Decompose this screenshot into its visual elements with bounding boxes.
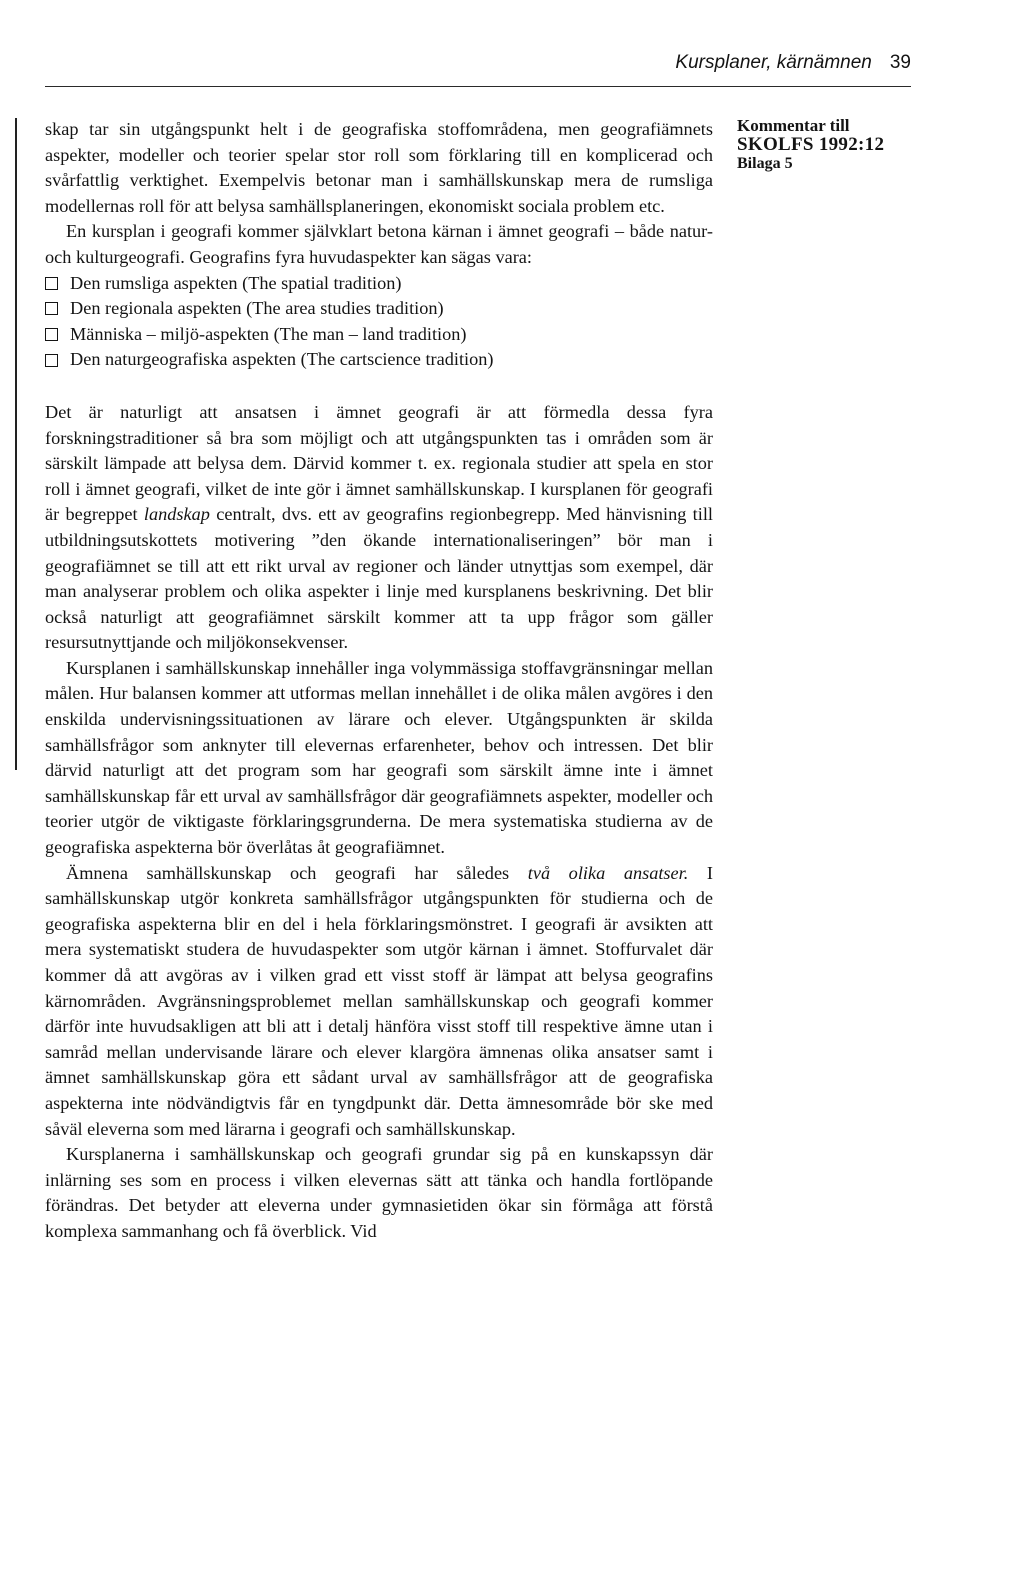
paragraph-5: [45, 861, 713, 1143]
list-item: [45, 296, 713, 322]
checkbox-square-icon: [45, 354, 58, 367]
page-number: 39: [889, 52, 911, 73]
checkbox-square-icon: [45, 328, 58, 341]
paragraph-5-emphasis: två olika ansatser.: [527, 862, 689, 883]
list-item: [45, 322, 713, 348]
paragraph-3: [45, 400, 713, 656]
section-gap: [45, 373, 713, 400]
list-item: [45, 271, 713, 297]
running-header: [675, 52, 911, 74]
list-item-text: Människa – miljö-aspekten (The man – land tradition): [70, 323, 467, 344]
aspect-list: [45, 271, 713, 373]
list-item: [45, 347, 713, 373]
paragraph-3-text-cont: centralt, dvs. ett av geografins regionbegrepp. Med hänvisning till utbildningsutskottets motivering ”den ökande internationaliseringen” bör man i geografiämnet se till att ett rikt urval av regioner och länder utnyttjas som exempel, där man analyserar problem och olika aspekter i linje med kursplanens beskrivning. Det blir också naturligt att geografiämnet särskilt kommer att ta upp frågor som gäller resursutnyttjande och miljökonsekvenser.: [45, 504, 713, 653]
header-rule: [45, 86, 911, 87]
list-item-text: Den naturgeografiska aspekten (The cartscience tradition): [70, 349, 494, 370]
paragraph-4: Kursplanen i samhällskunskap innehåller inga volymmässiga stoffavgränsningar mellan målen. Hur balansen kommer att utformas mellan innehållet i de olika målen avgöres i den enskilda undervisningssituationen av lärare och elever. Utgångspunkten är skilda samhällsfrågor som anknyter till elevernas erfarenheter, behov och intressen. Det blir därvid naturligt att det program som har geografi som särskilt ämne inte i ämnet samhällskunskap får ett urval av samhällsfrågor där geografiämnets aspekter, modeller och teorier utgör de viktigaste förklaringsgrunderna. De mera systematiska studierna av de geografiska aspekterna bör överlåtas åt geografiämnet.: [45, 657, 713, 858]
paragraph-1: skap tar sin utgångspunkt helt i de geografiska stoffområdena, men geografiämnets aspekter, modeller och teorier spelar stor roll som förklaring till en komplicerad och svårfattlig verktighet. Exempelvis betonar man i samhällskunskap mera de rumsliga modellernas roll för att belysa samhällsplaneringen, ekonomiskt sociala problem etc.: [45, 119, 713, 216]
paragraph-5-text-cont: I samhällskunskap utgör konkreta samhällsfrågor utgångspunkten för studierna och de geografiska aspekterna blir en del i hela förklaringsmönstret. I geografi är avsikten att mera systematiskt studera de huvudaspekter som utgör kärnan i ämnet. Stoffurvalet där kommer då att avgöras av i vilken grad ett visst stoff är lämpat att belysa geografins kärnområden. Avgränsningsproblemet mellan samhällskunskap och geografi kommer därför inte huvudsakligen att bli att i detalj hänföra visst stoff till respektive ämne utan i samråd mellan undervisande lärare och elever klargöra ämnenas olika ansatser samt i ämnet samhällskunskap göra ett sådant urval av samhällsfrågor att de geografiska aspekterna inte nödvändigtvis får en tyngdpunkt där. Detta ämnesområde bör ske med såväl eleverna som med lärarna i geografi och samhällskunskap.: [45, 862, 713, 1139]
paragraph-3-text: Det är naturligt att ansatsen i ämnet geografi är att förmedla dessa fyra forskningstraditioner så bra som möjligt och att utgångspunkten tas i områden som är särskilt lämpade att belysa dem. Därvid kommer t. ex. regionala studier att spela en stor roll i ämnet geografi, vilket de inte gör i ämnet samhällskunskap. I kursplanen för geografi är begreppet: [45, 401, 713, 525]
checkbox-square-icon: [45, 302, 58, 315]
side-note-line-3: Bilaga 5: [737, 155, 793, 172]
running-title: Kursplaner, kärnämnen: [675, 52, 872, 73]
paragraph-3-emphasis: landskap: [143, 504, 210, 525]
list-item-text: Den rumsliga aspekten (The spatial tradition): [70, 272, 402, 293]
checkbox-square-icon: [45, 277, 58, 290]
paragraph-2: En kursplan i geografi kommer självklart betona kärnan i ämnet geografi – både natur- och kulturgeografi. Geografins fyra huvudaspekter kan sägas vara:: [45, 221, 713, 267]
side-note-line-2: SKOLFS 1992:12: [737, 134, 885, 155]
side-note-line-1: Kommentar till: [737, 116, 850, 135]
paragraph-6: Kursplanerna i samhällskunskap och geografi grundar sig på en kunskapssyn där inlärning ses som en process i vilken elevernas sätt att tänka och handla fortlöpande förändras. Det betyder att eleverna under gymnasietiden ökar sin förmåga att förstå komplexa sammanhang och få överblick. Vid: [45, 1144, 713, 1241]
paragraph-5-text: Ämnena samhällskunskap och geografi har således: [66, 862, 528, 883]
list-item-text: Den regionala aspekten (The area studies tradition): [70, 298, 444, 319]
side-note: [737, 116, 927, 173]
margin-change-bar: [15, 118, 17, 770]
main-text: [45, 117, 713, 1245]
